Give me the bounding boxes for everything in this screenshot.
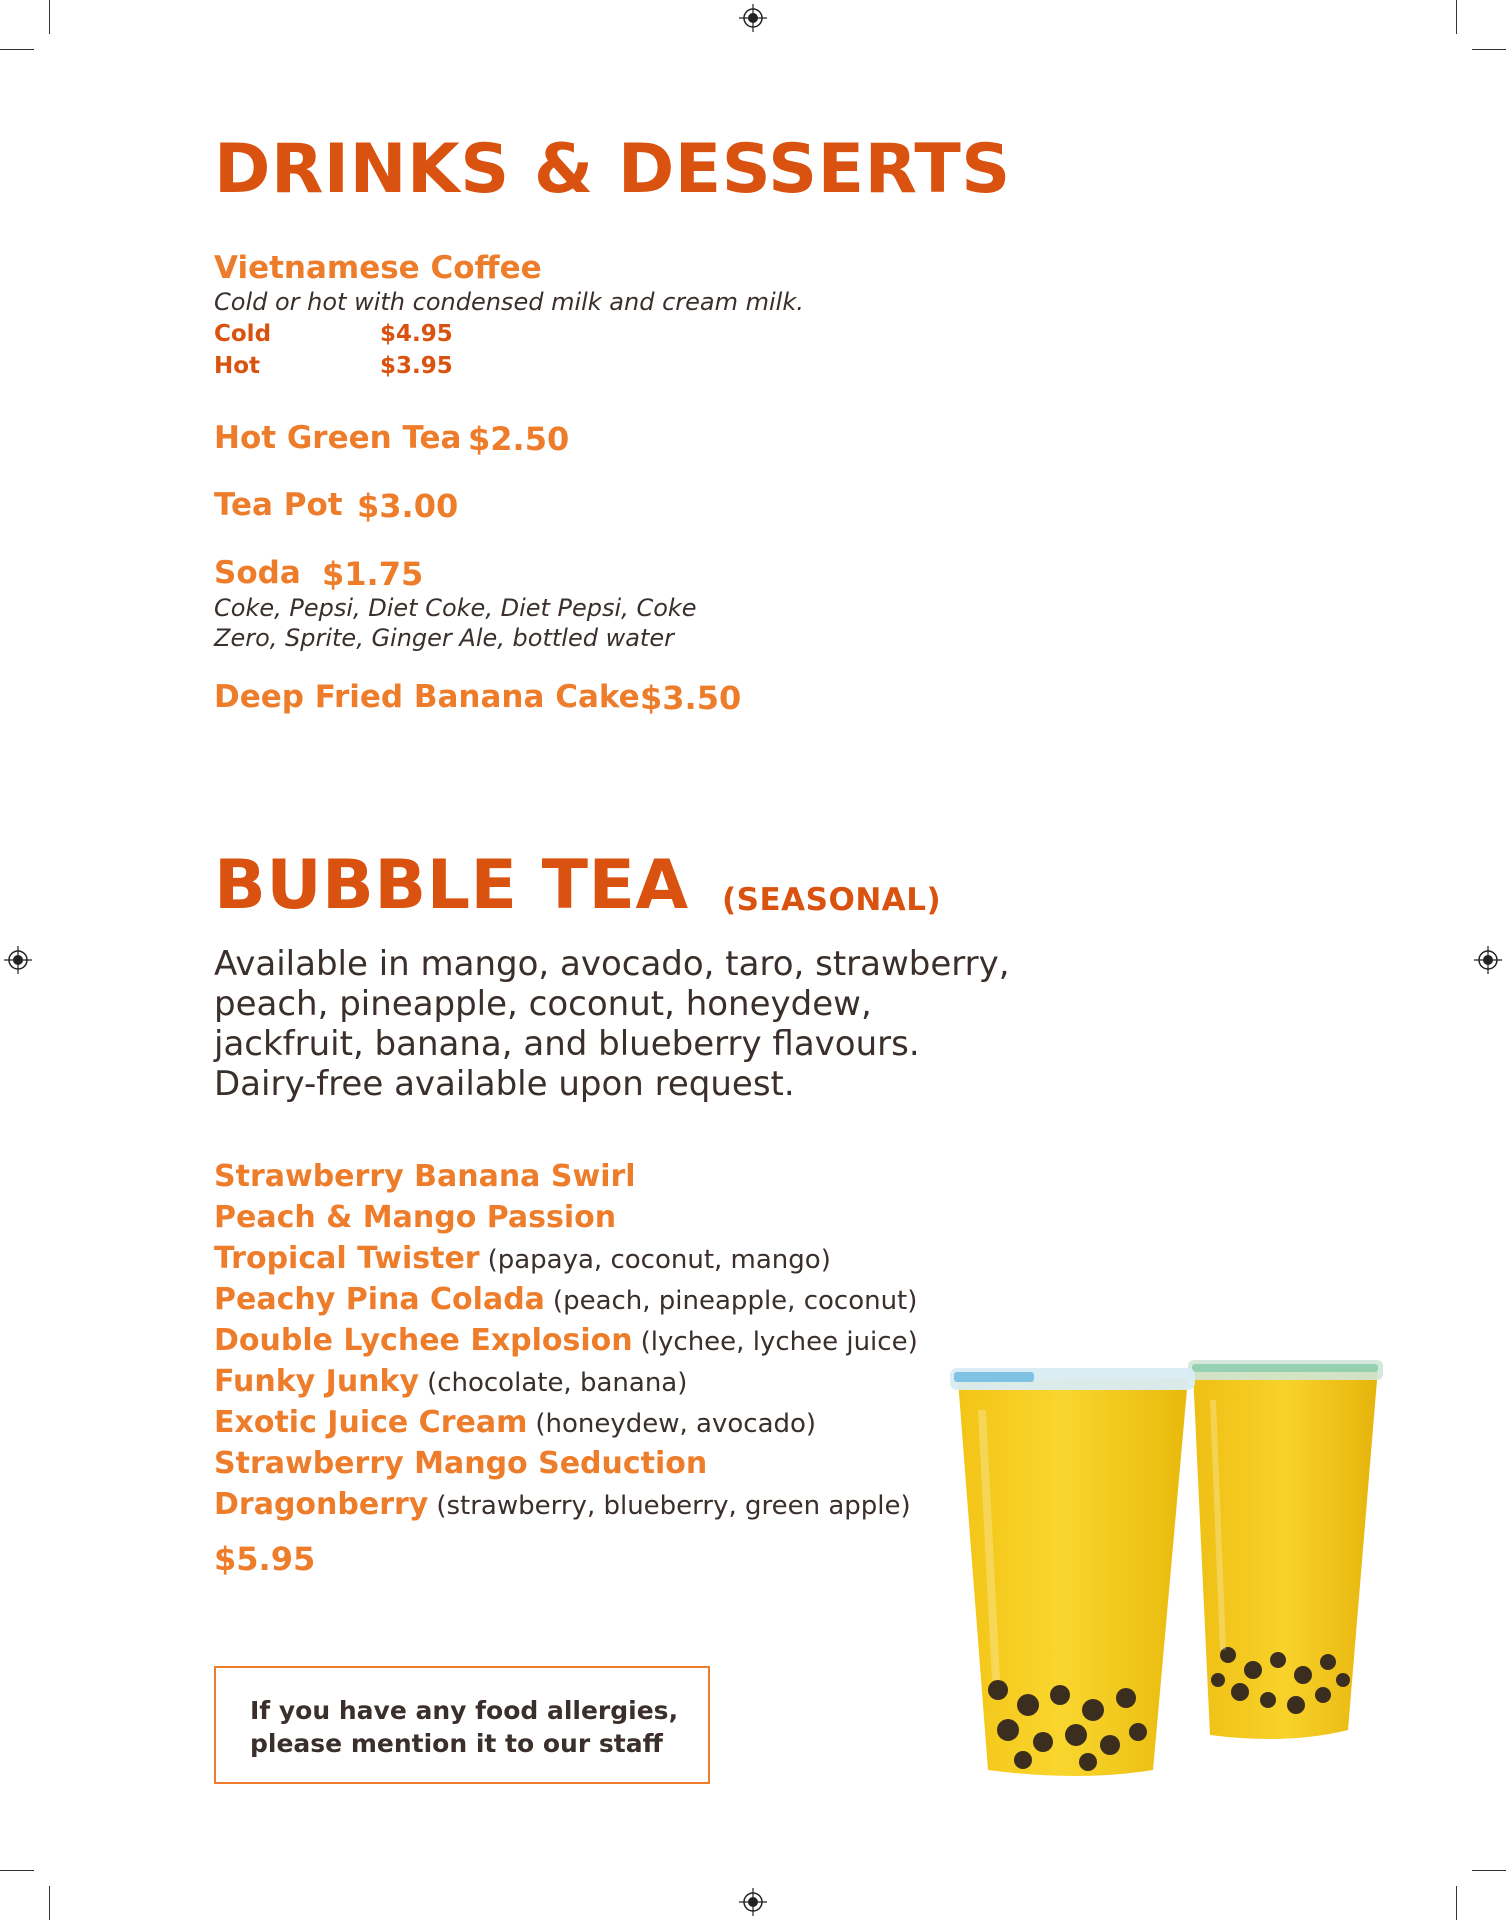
crop-mark-icon [0, 49, 34, 50]
crop-mark-icon [1456, 1886, 1457, 1920]
bubble-tea-item-ingredients: (strawberry, blueberry, green apple) [436, 1491, 911, 1521]
crop-mark-icon [1472, 1870, 1506, 1871]
allergy-notice-line: please mention it to our staff [250, 1729, 663, 1758]
bubble-tea-item-name: Double Lychee Explosion [214, 1323, 633, 1358]
bubble-tea-item-ingredients: (lychee, lychee juice) [640, 1327, 918, 1357]
crop-mark-icon [49, 0, 50, 34]
bubble-tea-title: BUBBLE TEA [214, 846, 689, 925]
bubble-tea-item-name: Strawberry Banana Swirl [214, 1159, 636, 1194]
bubble-tea-item-ingredients: (papaya, coconut, mango) [487, 1245, 831, 1275]
crop-mark-icon [49, 1886, 50, 1920]
coffee-option-label: Hot [214, 353, 261, 379]
bubble-tea-price: $5.95 [214, 1540, 316, 1578]
registration-mark-icon [1474, 946, 1502, 974]
bubble-tea-item [214, 1405, 816, 1440]
soda-description: Zero, Sprite, Ginger Ale, bottled water [214, 624, 674, 652]
crop-mark-icon [1472, 49, 1506, 50]
registration-mark-icon [4, 946, 32, 974]
tea-pot-price: $3.00 [357, 487, 459, 525]
bubble-tea-intro-line: Dairy-free available upon request. [214, 1064, 795, 1104]
bubble-tea-intro [214, 944, 1010, 1104]
drinks-desserts-title: DRINKS & DESSERTS [214, 130, 1011, 209]
bubble-tea-item [214, 1487, 911, 1522]
bubble-tea-item-name: Dragonberry [214, 1487, 429, 1522]
bubble-tea-intro-line: Available in mango, avocado, taro, strawberry, [214, 944, 1010, 984]
coffee-option-price: $3.95 [380, 353, 453, 379]
bubble-tea-item [214, 1241, 831, 1276]
banana-cake-name: Deep Fried Banana Cake [214, 679, 640, 715]
bubble-tea-item-ingredients: (peach, pineapple, coconut) [552, 1286, 918, 1316]
bubble-tea-item-name: Peach & Mango Passion [214, 1200, 617, 1235]
bubble-tea-intro-line: peach, pineapple, coconut, honeydew, [214, 984, 872, 1024]
hot-green-tea-price: $2.50 [468, 420, 570, 458]
bubble-tea-item [214, 1364, 687, 1399]
bubble-tea-intro-line: jackfruit, banana, and blueberry flavours. [214, 1024, 920, 1064]
bubble-tea-item-name: Tropical Twister [214, 1241, 480, 1276]
crop-mark-icon [1456, 0, 1457, 34]
bubble-tea-item-ingredients: (honeydew, avocado) [535, 1409, 817, 1439]
soda-description: Coke, Pepsi, Diet Coke, Diet Pepsi, Coke [214, 594, 697, 622]
vietnamese-coffee-name: Vietnamese Coffee [214, 250, 542, 286]
coffee-option-label: Cold [214, 321, 272, 347]
bubble-tea-item [214, 1159, 636, 1194]
bubble-tea-item [214, 1323, 918, 1358]
allergy-notice-line: If you have any food allergies, [250, 1696, 679, 1725]
bubble-tea-item-name: Exotic Juice Cream [214, 1405, 528, 1440]
soda-price: $1.75 [322, 555, 424, 593]
coffee-option-price: $4.95 [380, 321, 453, 347]
bubble-tea-item [214, 1200, 616, 1235]
bubble-tea-item [214, 1446, 707, 1481]
allergy-notice-box [214, 1666, 710, 1784]
bubble-tea-item-name: Strawberry Mango Seduction [214, 1446, 708, 1481]
bubble-tea-subtitle: (SEASONAL) [722, 882, 942, 918]
hot-green-tea-name: Hot Green Tea [214, 420, 462, 456]
allergy-notice-text [250, 1694, 690, 1760]
banana-cake-price: $3.50 [640, 679, 742, 717]
registration-mark-icon [739, 4, 767, 32]
bubble-tea-item [214, 1282, 917, 1317]
bubble-tea-item-name: Peachy Pina Colada [214, 1282, 545, 1317]
soda-name: Soda [214, 555, 301, 591]
bubble-tea-cups-image [948, 1350, 1388, 1780]
registration-mark-icon [739, 1888, 767, 1916]
vietnamese-coffee-description: Cold or hot with condensed milk and cream milk. [214, 288, 804, 316]
bubble-tea-item-ingredients: (chocolate, banana) [427, 1368, 688, 1398]
bubble-tea-item-name: Funky Junky [214, 1364, 420, 1399]
crop-mark-icon [0, 1870, 34, 1871]
tea-pot-name: Tea Pot [214, 487, 343, 523]
